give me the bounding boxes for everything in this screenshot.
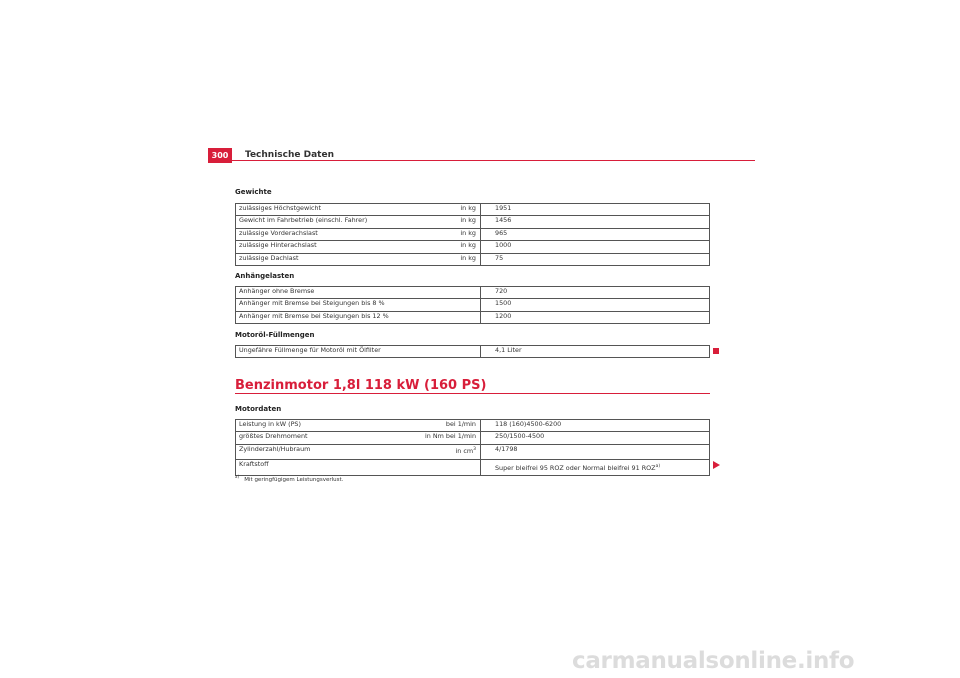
row-value: 1200 xyxy=(481,311,710,323)
table-row xyxy=(236,459,710,475)
section-label-trailer: Anhängelasten xyxy=(235,272,295,280)
footnote: $^{a)}$ Mit geringfügigem Leistungsverlust. xyxy=(235,474,344,483)
table-row xyxy=(236,346,710,358)
row-label: größtes Drehmoment xyxy=(236,432,396,444)
row-value: 1000 xyxy=(481,241,710,253)
table-row xyxy=(236,204,710,216)
row-unit: in kg xyxy=(396,228,481,240)
section-label-engine: Motordaten xyxy=(235,405,282,413)
table-row xyxy=(236,432,710,444)
row-unit: in kg xyxy=(396,204,481,216)
row-label: zulässige Hinterachslast xyxy=(236,241,396,253)
table-row xyxy=(236,228,710,240)
row-value: 720 xyxy=(481,287,710,299)
table-row xyxy=(236,444,710,459)
row-unit: in kg xyxy=(396,216,481,228)
row-unit xyxy=(396,459,481,475)
engine-heading: Benzinmotor 1,8l 118 kW (160 PS) xyxy=(235,378,487,393)
section-label-weights: Gewichte xyxy=(235,188,272,196)
table-row xyxy=(236,241,710,253)
row-value: 4/1798 xyxy=(481,444,710,459)
row-label: Anhänger ohne Bremse xyxy=(236,287,481,299)
row-unit: bei 1/min xyxy=(396,420,481,432)
header-rule xyxy=(208,160,755,161)
table-row xyxy=(236,420,710,432)
oil-table xyxy=(235,345,710,358)
row-label: zulässiges Höchstgewicht xyxy=(236,204,396,216)
section-end-marker xyxy=(713,348,719,354)
engine-table xyxy=(235,419,710,476)
continue-arrow-icon xyxy=(713,461,720,469)
row-value: 965 xyxy=(481,228,710,240)
row-value: 1500 xyxy=(481,299,710,311)
weights-table xyxy=(235,203,710,266)
row-value: 75 xyxy=(481,253,710,265)
row-label: Leistung in kW (PS) xyxy=(236,420,396,432)
row-label: Kraftstoff xyxy=(236,459,396,475)
table-row xyxy=(236,311,710,323)
row-label: Anhänger mit Bremse bei Steigungen bis 12 % xyxy=(236,311,481,323)
page-title: Technische Daten xyxy=(245,150,334,160)
row-unit: in kg xyxy=(396,253,481,265)
section-label-oil: Motoröl-Füllmengen xyxy=(235,331,315,339)
row-label: Anhänger mit Bremse bei Steigungen bis 8 % xyxy=(236,299,481,311)
table-row xyxy=(236,253,710,265)
page-number: 300 xyxy=(208,148,232,163)
row-label: zulässige Dachlast xyxy=(236,253,396,265)
watermark: carmanualsonline.info xyxy=(572,648,855,674)
row-unit: in Nm bei 1/min xyxy=(396,432,481,444)
row-value: 1456 xyxy=(481,216,710,228)
table-row xyxy=(236,287,710,299)
row-label: zulässige Vorderachslast xyxy=(236,228,396,240)
row-value: 1951 xyxy=(481,204,710,216)
row-unit: in $cm^3$ xyxy=(396,444,481,459)
row-label: Zylinderzahl/Hubraum xyxy=(236,444,396,459)
row-value: 250/1500-4500 xyxy=(481,432,710,444)
row-unit: in kg xyxy=(396,241,481,253)
row-value: 118 (160)4500-6200 xyxy=(481,420,710,432)
row-value: Super bleifrei 95 ROZ oder Normal bleifrei 91 ROZ$^{a)}$ xyxy=(481,459,710,475)
row-value: 4,1 Liter xyxy=(481,346,710,358)
row-label: Ungefähre Füllmenge für Motoröl mit Ölfilter xyxy=(236,346,481,358)
trailer-table xyxy=(235,286,710,324)
table-row xyxy=(236,216,710,228)
table-row xyxy=(236,299,710,311)
row-label: Gewicht im Fahrbetrieb (einschl. Fahrer) xyxy=(236,216,396,228)
engine-heading-rule xyxy=(235,393,710,394)
